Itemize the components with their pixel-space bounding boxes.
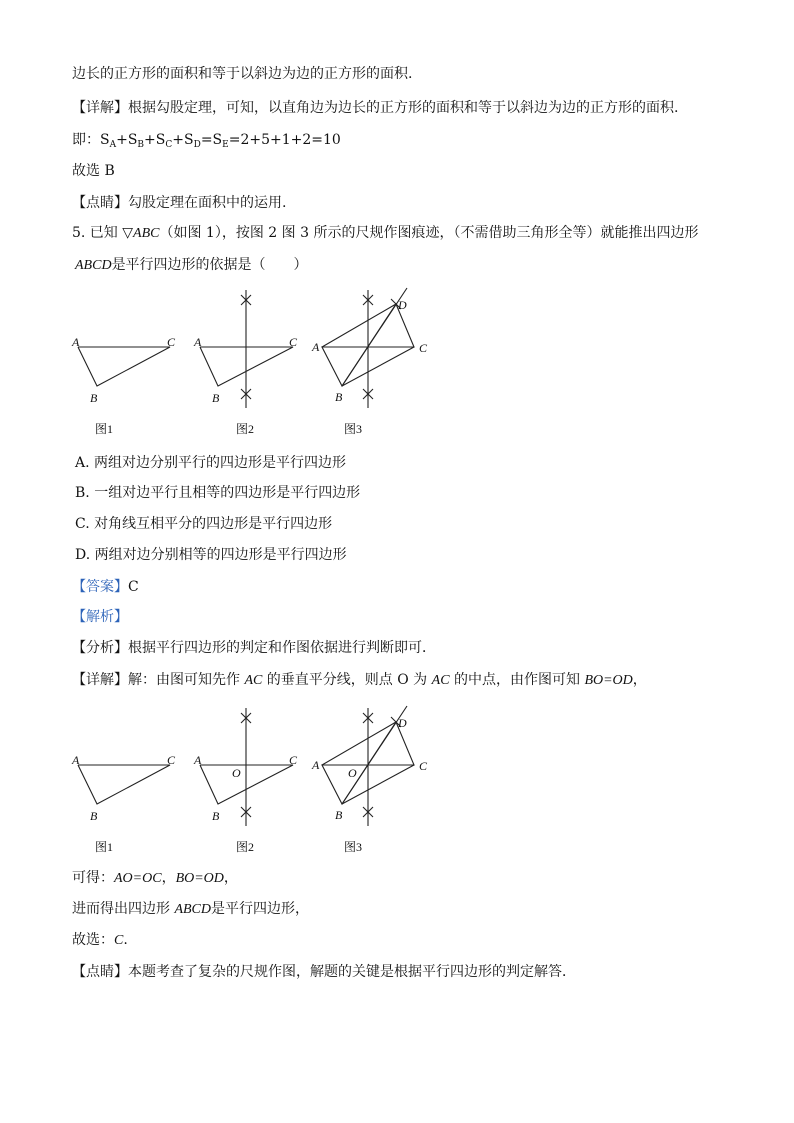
text-content: 勾股定理在面积中的运用.: [128, 195, 287, 211]
text-line: [72, 930, 128, 951]
formula-sub: A: [109, 140, 117, 150]
text-content: 本题考查了复杂的尺规作图，解题的关键是根据平行四边形的判定解答．: [128, 964, 576, 980]
math-term: ABCD: [174, 902, 212, 917]
label-a: A: [312, 758, 320, 772]
label-c: C: [167, 335, 176, 349]
text-line: 边长的正方形的面积和等于以斜边为边的正方形的面积.: [72, 66, 413, 82]
construction-figures-bottom: [60, 700, 460, 860]
formula-part: +S: [116, 132, 138, 148]
answer-tag: 【答案】: [72, 579, 128, 595]
formula-part: =S: [200, 132, 223, 148]
formula-sub: C: [165, 140, 173, 150]
math-term: BO=OD: [584, 673, 633, 688]
formula-part: +S: [172, 132, 194, 148]
label-a: A: [194, 335, 202, 349]
area-formula: [72, 130, 341, 155]
section-tag: 【分析】: [72, 640, 128, 656]
text-line: [72, 868, 238, 889]
math-term: BO=OD: [175, 871, 224, 886]
label-a: A: [72, 753, 80, 767]
fig2-caption: 图2: [236, 422, 255, 436]
analysis-heading: [72, 607, 128, 627]
option-a: A. 两组对边分别平行的四边形是平行四边形: [75, 455, 347, 471]
label-d: D: [398, 716, 407, 730]
text-content: ，: [632, 672, 647, 688]
side-bc: [342, 347, 414, 386]
text-content: 根据平行四边形的判定和作图依据进行判断即可．: [128, 640, 436, 656]
text-content: 可得：: [72, 870, 114, 886]
formula-part: 即：S: [72, 132, 110, 148]
formula-sub: B: [137, 140, 145, 150]
fig3-caption: 图3: [344, 840, 363, 854]
formula-sub: E: [222, 140, 229, 150]
text-line: [72, 638, 436, 658]
formula-part: +S: [144, 132, 166, 148]
text-content: 的垂直平分线，则点 O 为: [266, 672, 428, 688]
formula-part: =2+5+1+2=10: [228, 132, 341, 148]
section-tag: 【详解】: [72, 100, 128, 116]
label-d: D: [398, 298, 407, 312]
label-o: O: [348, 766, 357, 780]
math-term: AC: [244, 673, 263, 688]
option-d: D. 两组对边分别相等的四边形是平行四边形: [75, 547, 347, 563]
fig1-caption: 图1: [95, 840, 114, 854]
triangle-abc: [78, 765, 170, 804]
answer-value: C: [128, 579, 139, 595]
text-line: [72, 98, 678, 118]
text-content: （如图 1），按图 2 图 3 所示的尺规作图痕迹，（不需借助三角形全等）就能推出四边形: [159, 225, 699, 241]
label-b: B: [90, 391, 98, 405]
text-content: 是平行四边形，: [211, 901, 310, 917]
math-term: AO=OC: [114, 871, 162, 886]
label-c: C: [419, 759, 428, 773]
fig1-caption: 图1: [95, 422, 114, 436]
question-5: [72, 223, 698, 244]
label-b: B: [90, 809, 98, 823]
section-tag: 【点睛】: [72, 195, 128, 211]
section-tag: 【点睛】: [72, 964, 128, 980]
text-line: [72, 899, 309, 920]
text-content: 根据勾股定理，可知，以直角边为边长的正方形的面积和等于以斜边为边的正方形的面积.: [128, 100, 679, 116]
label-b: B: [212, 809, 220, 823]
label-c: C: [289, 753, 298, 767]
label-o: O: [232, 766, 241, 780]
text-line: [72, 193, 286, 213]
analysis-tag: 【解析】: [72, 609, 128, 625]
side-ad: [322, 722, 396, 765]
math-term: C: [114, 933, 124, 948]
text-content: .: [123, 932, 128, 948]
label-b: B: [335, 808, 343, 822]
text-content: ，: [223, 870, 238, 886]
answer-line: [72, 577, 139, 597]
math-term: AC: [431, 673, 450, 688]
text-content: 解：由图可知先作: [128, 672, 240, 688]
text-content: 5. 已知: [72, 225, 118, 241]
section-tag: 【详解】: [72, 672, 128, 688]
text-line: 故选 B: [72, 163, 115, 179]
label-a: A: [72, 335, 80, 349]
label-a: A: [194, 753, 202, 767]
label-c: C: [167, 753, 176, 767]
text-content: 进而得出四边形: [72, 901, 170, 917]
text-content: 是平行四边形的依据是（ ）: [111, 257, 308, 273]
triangle-abc: [78, 347, 170, 386]
question-5-cont: [75, 255, 308, 276]
text-content: ，: [161, 870, 176, 886]
fig3-caption: 图3: [344, 422, 363, 436]
math-term: ▽ABC: [122, 226, 160, 241]
text-content: 的中点，由作图可知: [453, 672, 580, 688]
fig2-caption: 图2: [236, 840, 255, 854]
label-c: C: [289, 335, 298, 349]
text-content: 故选：: [72, 932, 114, 948]
label-a: A: [312, 340, 320, 354]
label-b: B: [212, 391, 220, 405]
side-ad: [322, 304, 396, 347]
label-b: B: [335, 390, 343, 404]
math-term: ABCD: [75, 258, 112, 273]
construction-figures-top: [60, 282, 460, 442]
label-c: C: [419, 341, 428, 355]
text-line: [72, 962, 576, 982]
option-c: C. 对角线互相平分的四边形是平行四边形: [75, 516, 333, 532]
text-line: [72, 670, 647, 691]
formula-sub: D: [193, 140, 201, 150]
option-b: B. 一组对边平行且相等的四边形是平行四边形: [75, 485, 361, 501]
